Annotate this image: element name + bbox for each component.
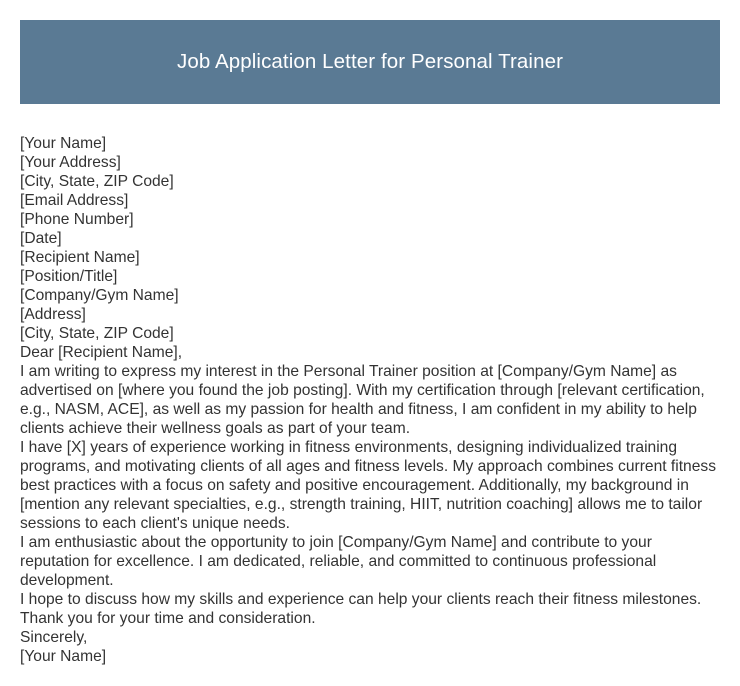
letter-date: [Date]	[20, 230, 62, 247]
closing: Sincerely,	[20, 629, 88, 646]
recipient-position: [Position/Title]	[20, 268, 118, 285]
paragraph-experience: I have [X] years of experience working in fitness environments, designing individualized training programs, and motivating clients of all ages and fitness levels. My approach combines current fitness best practices with a focus on safety and positive encouragement. Additionally, my background in [mention any relevant specialties, e.g., strength training, HIIT, nutrition coaching] allows me to tailor sessions to each client's unique needs.	[20, 439, 716, 532]
sender-email: [Email Address]	[20, 192, 129, 209]
paragraph-intro: I am writing to express my interest in the Personal Trainer position at [Company/Gym Name] as advertised on [where you found the job posting]. With my certification through [relevant certification, e.g., NASM, ACE], as well as my passion for health and fitness, I am confident in my ability to help clients achieve their wellness goals as part of your team.	[20, 363, 705, 437]
title-banner	[20, 20, 720, 104]
letter-body	[20, 134, 724, 666]
recipient-city-state-zip: [City, State, ZIP Code]	[20, 325, 174, 342]
recipient-name: [Recipient Name]	[20, 249, 140, 266]
paragraph-closing: I hope to discuss how my skills and experience can help your clients reach their fitness milestones. Thank you for your time and consideration.	[20, 591, 702, 627]
paragraph-enthusiasm: I am enthusiastic about the opportunity to join [Company/Gym Name] and contribute to your reputation for excellence. I am dedicated, reliable, and committed to continuous professional development.	[20, 534, 657, 589]
salutation: Dear [Recipient Name],	[20, 344, 183, 361]
recipient-company: [Company/Gym Name]	[20, 287, 179, 304]
sender-name: [Your Name]	[20, 135, 107, 152]
sender-city-state-zip: [City, State, ZIP Code]	[20, 173, 174, 190]
page-title: Job Application Letter for Personal Trainer	[176, 50, 564, 73]
sender-address: [Your Address]	[20, 154, 121, 171]
sender-phone: [Phone Number]	[20, 211, 134, 228]
recipient-address: [Address]	[20, 306, 86, 323]
signature: [Your Name]	[20, 648, 107, 665]
